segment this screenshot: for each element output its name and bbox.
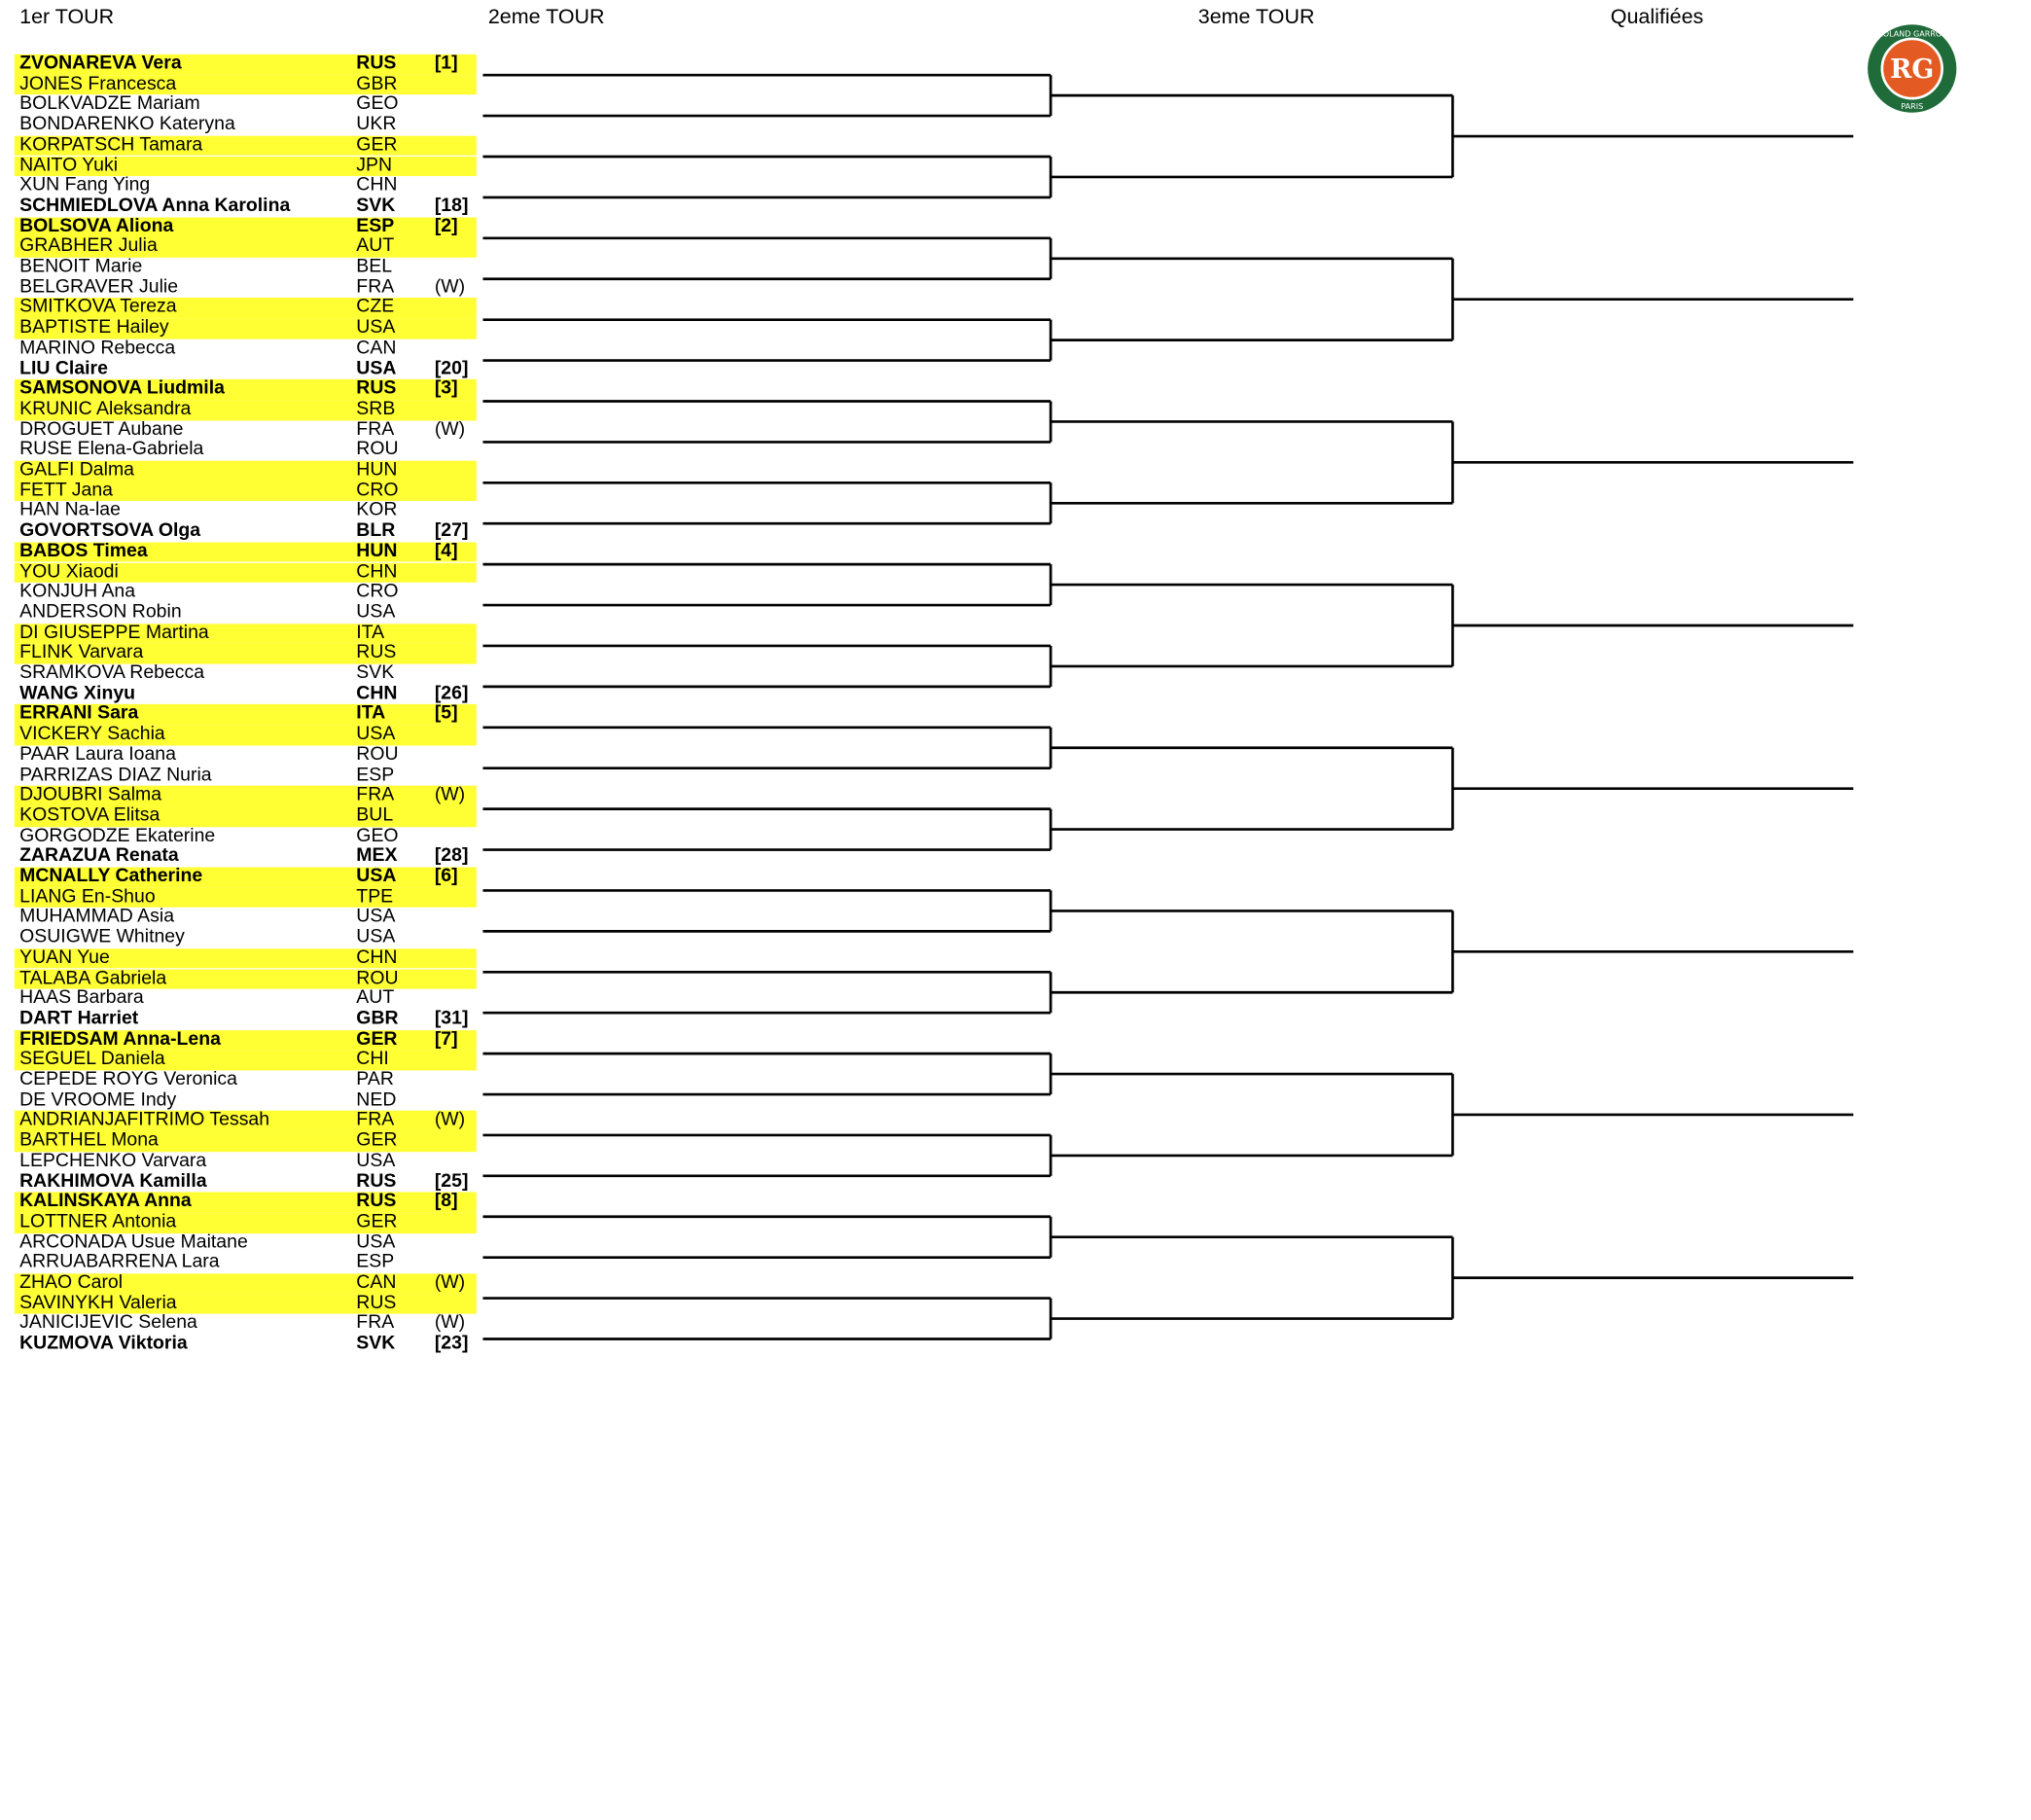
player-name: LEPCHENKO Varvara xyxy=(19,1150,207,1171)
player-name: YOU Xiaodi xyxy=(19,560,119,583)
player-name: LIU Claire xyxy=(19,357,108,379)
player-name: ZHAO Carol xyxy=(19,1271,124,1294)
player-name: ERRANI Sara xyxy=(19,703,139,725)
player-country: GEO xyxy=(356,825,399,846)
player-country: NED xyxy=(356,1088,397,1111)
player-country: GBR xyxy=(356,73,398,94)
player-country: USA xyxy=(356,1231,396,1253)
player-name: BONDARENKO Kateryna xyxy=(19,114,235,135)
player-name: BOLSOVA Aliona xyxy=(19,215,174,236)
player-name: BOLKVADZE Mariam xyxy=(19,93,200,115)
player-name: MUHAMMAD Asia xyxy=(19,906,175,928)
player-name: MARINO Rebecca xyxy=(19,338,176,359)
player-name: FLINK Varvara xyxy=(19,642,144,663)
player-country: ITA xyxy=(356,703,386,725)
player-name: ZVONAREVA Vera xyxy=(19,53,182,74)
player-name: ANDRIANJAFITRIMO Tessah xyxy=(19,1109,270,1131)
player-country: CZE xyxy=(356,297,395,318)
player-seed-tag: [31] xyxy=(434,1008,469,1029)
player-name: GALFI Dalma xyxy=(19,459,134,481)
player-name: ARRUABARRENA Lara xyxy=(19,1252,220,1273)
player-name: ARCONADA Usue Maitane xyxy=(19,1231,248,1253)
player-seed-tag: [2] xyxy=(434,215,458,236)
player-country: USA xyxy=(356,601,396,623)
player-seed-tag: [28] xyxy=(434,845,469,867)
player-name: TALABA Gabriela xyxy=(19,967,167,988)
player-country: BEL xyxy=(356,256,393,277)
player-country: FRA xyxy=(356,784,395,805)
player-name: KORPATSCH Tamara xyxy=(19,134,203,156)
player-seed-tag: [27] xyxy=(434,520,469,542)
player-country: CRO xyxy=(356,480,399,501)
player-country: JPN xyxy=(356,155,393,176)
player-country: GER xyxy=(356,1211,398,1232)
player-country: USA xyxy=(356,926,396,948)
player-country: CAN xyxy=(356,338,397,359)
player-name: OSUIGWE Whitney xyxy=(19,926,185,948)
player-name: DE VROOME Indy xyxy=(19,1088,177,1111)
player-seed-tag: (W) xyxy=(434,276,466,298)
player-country: RUS xyxy=(356,642,397,663)
logo-monogram: RG xyxy=(1890,54,1935,85)
player-country: FRA xyxy=(356,276,395,298)
player-country: ITA xyxy=(356,622,385,643)
player-country: GEO xyxy=(356,93,399,115)
player-seed-tag: [18] xyxy=(434,195,469,217)
player-name: BENOIT Marie xyxy=(19,256,143,277)
player-country: USA xyxy=(356,317,396,339)
player-name: SAVINYKH Valeria xyxy=(19,1292,177,1314)
player-seed-tag: (W) xyxy=(434,1271,466,1294)
player-name: WANG Xinyu xyxy=(19,683,136,704)
player-country: USA xyxy=(356,723,396,745)
player-name: BABOS Timea xyxy=(19,540,148,562)
round2-header: 2eme TOUR xyxy=(487,6,605,29)
player-name: NAITO Yuki xyxy=(19,155,119,176)
player-name: GRABHER Julia xyxy=(19,235,158,257)
player-country: ESP xyxy=(356,1252,395,1273)
player-name: SMITKOVA Tereza xyxy=(19,297,177,318)
player-country: SVK xyxy=(356,1333,396,1354)
player-country: GER xyxy=(356,1129,398,1152)
player-name: SRAMKOVA Rebecca xyxy=(19,662,205,684)
player-seed-tag: [5] xyxy=(434,703,458,725)
player-country: SRB xyxy=(356,398,396,419)
player-seed-tag: [6] xyxy=(434,866,458,887)
player-seed-tag: [4] xyxy=(434,540,458,562)
player-country: CHN xyxy=(356,560,398,583)
player-country: PAR xyxy=(356,1069,394,1090)
player-country: ROU xyxy=(356,967,399,988)
player-seed-tag: [3] xyxy=(434,377,458,400)
player-name: DI GIUSEPPE Martina xyxy=(19,622,209,643)
player-seed-tag: [20] xyxy=(434,357,469,379)
player-name: FRIEDSAM Anna-Lena xyxy=(19,1028,221,1050)
player-name: BARTHEL Mona xyxy=(19,1129,159,1152)
round3-header: 3eme TOUR xyxy=(1197,6,1315,29)
player-seed-tag: (W) xyxy=(434,1109,466,1131)
logo-text-top: ROLAND GARROS xyxy=(1877,29,1947,39)
player-name: BELGRAVER Julie xyxy=(19,276,179,298)
player-country: RUS xyxy=(356,53,397,74)
player-country: ROU xyxy=(356,743,399,766)
player-country: GER xyxy=(356,134,398,156)
player-country: CHI xyxy=(356,1049,389,1070)
player-country: CHN xyxy=(356,174,398,196)
player-country: FRA xyxy=(356,1109,395,1131)
player-seed-tag: [7] xyxy=(434,1028,458,1050)
player-country: FRA xyxy=(356,418,395,440)
qualified-header: Qualifiées xyxy=(1610,6,1704,29)
player-seed-tag: [1] xyxy=(434,53,458,74)
player-country: AUT xyxy=(356,987,395,1009)
player-country: USA xyxy=(356,357,397,379)
player-country: RUS xyxy=(356,1191,397,1212)
player-country: MEX xyxy=(356,845,398,867)
player-name: SEGUEL Daniela xyxy=(19,1049,165,1070)
player-country: KOR xyxy=(356,500,398,521)
player-country: UKR xyxy=(356,114,397,135)
player-name: BAPTISTE Hailey xyxy=(19,317,169,339)
player-name: ANDERSON Robin xyxy=(19,601,182,623)
player-name: KOSTOVA Elitsa xyxy=(19,804,160,826)
player-name: JANICIJEVIC Selena xyxy=(19,1312,197,1335)
player-country: CHN xyxy=(356,946,398,969)
player-country: ESP xyxy=(356,764,395,786)
player-name: SCHMIEDLOVA Anna Karolina xyxy=(19,195,291,217)
player-name: LOTTNER Antonia xyxy=(19,1211,177,1232)
player-name: DROGUET Aubane xyxy=(19,418,184,440)
player-country: AUT xyxy=(356,235,395,257)
player-name: SAMSONOVA Liudmila xyxy=(19,377,225,400)
player-seed-tag: (W) xyxy=(434,1312,466,1335)
player-country: RUS xyxy=(356,377,397,400)
player-country: HUN xyxy=(356,459,398,481)
player-country: TPE xyxy=(356,886,394,908)
player-country: RUS xyxy=(356,1292,397,1314)
player-country: USA xyxy=(356,906,396,928)
player-name: MCNALLY Catherine xyxy=(19,866,203,887)
player-country: GER xyxy=(356,1028,398,1050)
player-name: GORGODZE Ekaterine xyxy=(19,825,216,846)
player-name: KALINSKAYA Anna xyxy=(19,1191,192,1212)
player-country: USA xyxy=(356,1150,396,1171)
player-country: BUL xyxy=(356,804,394,826)
player-country: RUS xyxy=(356,1170,397,1192)
player-name: KRUNIC Aleksandra xyxy=(19,398,192,419)
player-name: VICKERY Sachia xyxy=(19,723,165,745)
player-name: DART Harriet xyxy=(19,1008,139,1029)
player-country: CRO xyxy=(356,581,399,602)
player-country: GBR xyxy=(356,1008,399,1029)
player-name: GOVORTSOVA Olga xyxy=(19,520,201,542)
player-country: ROU xyxy=(356,439,399,460)
round1-header: 1er TOUR xyxy=(19,6,115,29)
player-seed-tag: [23] xyxy=(434,1333,469,1354)
player-seed-tag: (W) xyxy=(434,784,466,805)
player-name: YUAN Yue xyxy=(19,946,110,969)
player-name: ZARAZUA Renata xyxy=(19,845,179,867)
player-name: PAAR Laura Ioana xyxy=(19,743,176,766)
player-name: JONES Francesca xyxy=(19,73,177,94)
player-name: DJOUBRI Salma xyxy=(19,784,162,805)
player-seed-tag: [8] xyxy=(434,1191,458,1212)
player-name: HAN Na-lae xyxy=(19,500,121,521)
player-country: SVK xyxy=(356,195,396,217)
player-country: CAN xyxy=(356,1271,397,1294)
player-name: LIANG En-Shuo xyxy=(19,886,156,908)
player-country: HUN xyxy=(356,540,398,562)
player-seed-tag: [25] xyxy=(434,1170,469,1192)
player-country: CHN xyxy=(356,683,398,704)
player-name: XUN Fang Ying xyxy=(19,174,151,196)
player-name: RUSE Elena-Gabriela xyxy=(19,439,204,460)
player-country: FRA xyxy=(356,1312,395,1335)
logo-text-bottom: PARIS xyxy=(1901,101,1924,111)
player-name: KUZMOVA Viktoria xyxy=(19,1333,188,1354)
player-name: RAKHIMOVA Kamilla xyxy=(19,1170,207,1192)
player-name: FETT Jana xyxy=(19,480,114,501)
player-name: KONJUH Ana xyxy=(19,581,136,602)
player-name: CEPEDE ROYG Veronica xyxy=(19,1069,237,1090)
player-country: ESP xyxy=(356,215,395,236)
player-country: USA xyxy=(356,866,397,887)
player-name: HAAS Barbara xyxy=(19,987,144,1009)
player-seed-tag: [26] xyxy=(434,683,469,704)
player-name: PARRIZAS DIAZ Nuria xyxy=(19,764,212,786)
player-country: BLR xyxy=(356,520,396,542)
player-country: SVK xyxy=(356,662,395,684)
player-seed-tag: (W) xyxy=(434,418,466,440)
roland-garros-logo xyxy=(1867,23,1958,114)
